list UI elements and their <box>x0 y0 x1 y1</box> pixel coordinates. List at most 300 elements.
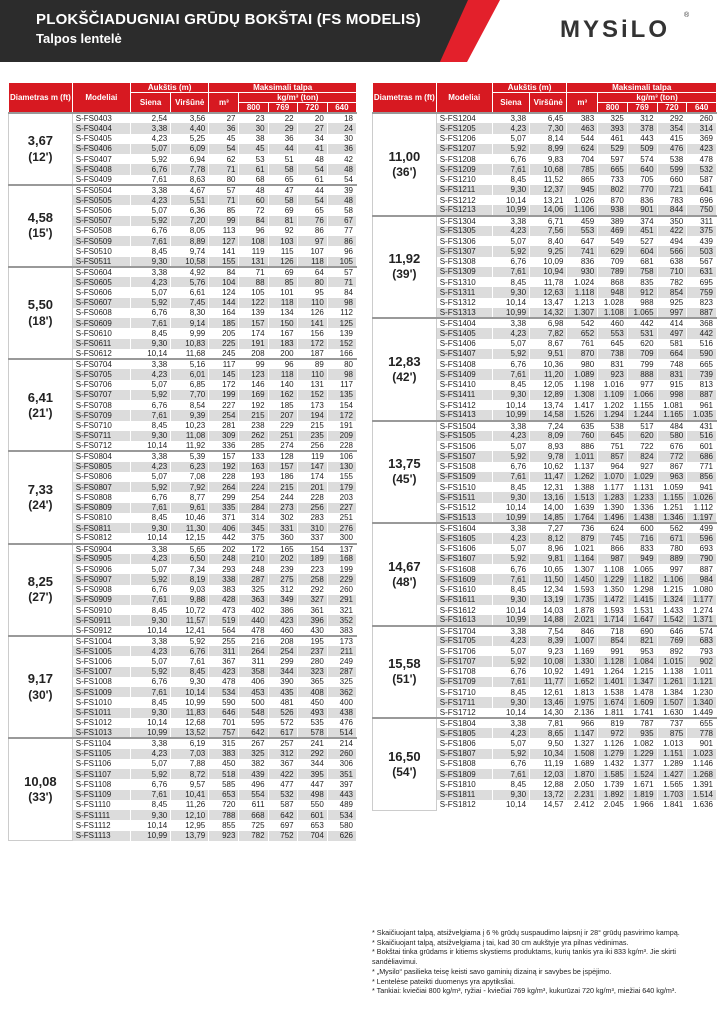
peak-height-cell: 11,83 <box>171 708 209 718</box>
cap-640-cell: 1.146 <box>687 759 717 769</box>
cap-769-cell: 681 <box>627 257 657 267</box>
wall-height-cell: 9,30 <box>492 185 529 195</box>
peak-height-cell: 7,56 <box>530 226 567 236</box>
cap-769-cell: 239 <box>268 564 297 574</box>
wall-height-cell: 9,30 <box>492 595 529 605</box>
wall-height-cell: 10,14 <box>130 533 170 543</box>
cap-720-cell: 1.015 <box>657 656 687 666</box>
volume-m3-cell: 228 <box>209 472 239 482</box>
cap-720-cell: 65 <box>297 205 327 215</box>
cap-769-cell: 69 <box>268 205 297 215</box>
model-cell: S-FS0811 <box>72 523 130 533</box>
peak-height-cell: 14,30 <box>530 708 567 718</box>
volume-m3-cell: 923 <box>209 831 239 841</box>
cap-640-cell: 96 <box>327 246 356 256</box>
wall-height-cell: 4,23 <box>130 195 170 205</box>
table-row <box>9 359 357 369</box>
cap-769-cell: 302 <box>268 513 297 523</box>
cap-640-cell: 514 <box>327 728 356 738</box>
wall-height-cell: 6,76 <box>130 585 170 595</box>
diameter-ft: (24') <box>28 498 53 512</box>
diameter-cell <box>373 523 437 626</box>
model-cell: S-FS0711 <box>72 431 130 441</box>
brand-logo: MYSiLO <box>560 16 671 43</box>
footnote: * Lentelėse pateikti duomenys yra apytiksliai. <box>372 976 516 986</box>
peak-height-cell: 13,19 <box>530 595 567 605</box>
cap-769-cell: 531 <box>627 328 657 338</box>
model-cell: S-FS1210 <box>436 175 492 185</box>
model-cell: S-FS1407 <box>436 349 492 359</box>
cap-769-cell: 1.524 <box>627 769 657 779</box>
peak-height-cell: 7,24 <box>530 421 567 431</box>
cap-800-cell: 264 <box>239 646 268 656</box>
model-cell: S-FS1712 <box>436 708 492 718</box>
volume-m3-cell: 172 <box>209 380 239 390</box>
table-row <box>9 267 357 277</box>
peak-height-cell: 8,77 <box>171 492 209 502</box>
volume-m3-cell: 311 <box>209 646 239 656</box>
cap-720-cell: 581 <box>657 339 687 349</box>
wall-height-cell: 10,14 <box>130 626 170 636</box>
model-cell: S-FS1204 <box>436 113 492 123</box>
wall-height-cell: 7,61 <box>130 175 170 185</box>
volume-m3-cell: 202 <box>209 544 239 554</box>
cap-640-cell: 179 <box>327 482 356 492</box>
model-cell: S-FS1608 <box>436 564 492 574</box>
volume-m3-cell: 2.136 <box>567 708 598 718</box>
cap-720-cell: 710 <box>657 267 687 277</box>
cap-640-cell: 580 <box>327 820 356 830</box>
peak-height-cell: 10,94 <box>530 267 567 277</box>
cap-800-cell: 325 <box>598 113 628 123</box>
cap-769-cell: 273 <box>268 503 297 513</box>
volume-m3-cell: 1.118 <box>567 287 598 297</box>
peak-height-cell: 10,68 <box>530 164 567 174</box>
cap-640-cell: 1.230 <box>687 687 717 697</box>
cap-769-cell: 1.415 <box>627 595 657 605</box>
cap-640-cell: 438 <box>327 708 356 718</box>
model-cell: S-FS1006 <box>72 656 130 666</box>
cap-720-cell: 925 <box>657 298 687 308</box>
cap-800-cell: 72 <box>239 205 268 215</box>
model-cell: S-FS1110 <box>72 800 130 810</box>
wall-height-cell: 5,07 <box>130 472 170 482</box>
peak-height-cell: 8,14 <box>530 134 567 144</box>
volume-m3-cell: 720 <box>209 800 239 810</box>
cap-640-cell: 260 <box>327 749 356 759</box>
volume-m3-cell: 760 <box>567 431 598 441</box>
cap-800-cell: 745 <box>598 533 628 543</box>
cap-640-cell: 423 <box>687 144 717 154</box>
cap-769-cell: 1.609 <box>627 697 657 707</box>
volume-m3-cell: 653 <box>209 790 239 800</box>
cap-800-cell: 123 <box>239 369 268 379</box>
wall-height-cell: 5,92 <box>492 144 529 154</box>
cap-640-cell: 626 <box>327 831 356 841</box>
cap-720-cell: 292 <box>297 585 327 595</box>
volume-m3-cell: 1.508 <box>567 749 598 759</box>
model-cell: S-FS1107 <box>72 769 130 779</box>
table-row <box>9 544 357 554</box>
model-cell: S-FS0808 <box>72 492 130 502</box>
volume-m3-cell: 299 <box>209 492 239 502</box>
wall-height-cell: 3,38 <box>492 523 529 533</box>
cap-769-cell: 1.819 <box>627 790 657 800</box>
diameter-m: 3,67 <box>27 133 54 149</box>
cap-720-cell: 41 <box>297 144 327 154</box>
wall-height-cell: 8,45 <box>130 421 170 431</box>
cap-640-cell: 1.197 <box>687 513 717 523</box>
wall-height-cell: 7,61 <box>492 164 529 174</box>
model-cell: S-FS0809 <box>72 503 130 513</box>
cap-720-cell: 889 <box>657 554 687 564</box>
volume-m3-cell: 1.198 <box>567 380 598 390</box>
cap-769-cell: 47 <box>268 185 297 195</box>
cap-640-cell: 18 <box>327 113 356 123</box>
peak-height-cell: 8,39 <box>530 636 567 646</box>
cap-800-cell: 496 <box>239 779 268 789</box>
model-cell: S-FS1811 <box>436 790 492 800</box>
cap-720-cell: 1.081 <box>657 400 687 410</box>
model-cell: S-FS1108 <box>72 779 130 789</box>
volume-m3-cell: 309 <box>209 431 239 441</box>
cap-720-cell: 354 <box>657 123 687 133</box>
peak-height-cell: 7,08 <box>171 472 209 482</box>
cap-720-cell: 215 <box>297 421 327 431</box>
cap-800-cell: 1.108 <box>598 564 628 574</box>
cap-769-cell: 274 <box>268 441 297 451</box>
cap-720-cell: 54 <box>297 164 327 174</box>
cap-769-cell: 697 <box>268 820 297 830</box>
table-row <box>373 718 717 728</box>
cap-800-cell: 169 <box>239 390 268 400</box>
model-cell: S-FS1307 <box>436 246 492 256</box>
cap-640-cell: 813 <box>687 380 717 390</box>
wall-height-cell: 6,76 <box>130 164 170 174</box>
cap-640-cell: 665 <box>687 359 717 369</box>
model-cell: S-FS1009 <box>72 687 130 697</box>
diameter-m: 5,50 <box>27 297 54 313</box>
cap-769-cell: 642 <box>268 810 297 820</box>
cap-640-cell: 54 <box>327 175 356 185</box>
wall-height-cell: 3,38 <box>492 318 529 328</box>
cap-720-cell: 748 <box>657 359 687 369</box>
peak-height-cell: 12,95 <box>171 820 209 830</box>
wall-height-cell: 5,92 <box>492 554 529 564</box>
peak-height-cell: 7,78 <box>171 164 209 174</box>
cap-720-cell: 237 <box>297 646 327 656</box>
volume-m3-cell: 336 <box>209 441 239 451</box>
wall-height-cell: 9,30 <box>130 523 170 533</box>
cap-720-cell: 147 <box>297 462 327 472</box>
cap-720-cell: 1.324 <box>657 595 687 605</box>
volume-m3-cell: 478 <box>209 677 239 687</box>
density-769-header: 769 <box>627 103 657 114</box>
cap-720-cell: 283 <box>297 513 327 523</box>
peak-height-cell: 11,50 <box>530 574 567 584</box>
footnote: * „Mysilo“ pasilieka teisę keisti savo gaminių dizainą ir savybes be įspėjimo. <box>372 966 612 976</box>
wall-height-cell: 5,92 <box>130 390 170 400</box>
cap-800-cell: 948 <box>598 287 628 297</box>
wall-height-cell: 10,14 <box>130 441 170 451</box>
wall-height-cell: 5,92 <box>492 656 529 666</box>
volume-m3-cell: 741 <box>567 246 598 256</box>
volume-m3-cell: 1.213 <box>567 298 598 308</box>
diameter-m: 11,92 <box>388 251 421 267</box>
footnote: * Bokštai tinka grūdams ir kitiems skystiems produktams, kurių tankis yra iki 833 kg/m³. Jie skirti sandėliavimui. <box>372 947 676 967</box>
cap-720-cell: 86 <box>297 226 327 236</box>
volume-m3-cell: 519 <box>209 615 239 625</box>
cap-640-cell: 58 <box>327 205 356 215</box>
cap-800-cell: 597 <box>598 154 628 164</box>
volume-m3-cell: 423 <box>209 667 239 677</box>
wall-height-cell: 4,23 <box>130 554 170 564</box>
model-cell: S-FS0911 <box>72 615 130 625</box>
model-cell: S-FS1012 <box>72 718 130 728</box>
volume-m3-cell: 534 <box>209 687 239 697</box>
diameter-cell <box>9 636 73 739</box>
volume-m3-cell: 383 <box>567 113 598 123</box>
diameter-cell <box>9 185 73 267</box>
cap-720-cell: 998 <box>657 390 687 400</box>
model-cell: S-FS1011 <box>72 708 130 718</box>
cap-720-cell: 772 <box>657 451 687 461</box>
cap-720-cell: 194 <box>297 410 327 420</box>
peak-height-cell: 11,19 <box>530 759 567 769</box>
volume-m3-cell: 1.593 <box>567 585 598 595</box>
model-cell: S-FS1310 <box>436 277 492 287</box>
peak-height-cell: 7,20 <box>171 216 209 226</box>
peak-height-cell: 10,58 <box>171 257 209 267</box>
peak-height-cell: 4,40 <box>171 123 209 133</box>
cap-800-cell: 460 <box>598 318 628 328</box>
peak-height-cell: 12,63 <box>530 287 567 297</box>
peak-height-cell: 8,96 <box>530 544 567 554</box>
volume-m3-cell: 255 <box>209 636 239 646</box>
cap-769-cell: 451 <box>627 226 657 236</box>
cap-720-cell: 1.427 <box>657 769 687 779</box>
model-cell: S-FS0910 <box>72 605 130 615</box>
model-cell: S-FS1005 <box>72 646 130 656</box>
peak-height-cell: 14,58 <box>530 410 567 420</box>
cap-800-cell: 53 <box>239 154 268 164</box>
cap-800-cell: 224 <box>239 482 268 492</box>
wall-height-cell: 7,61 <box>130 503 170 513</box>
cap-720-cell: 27 <box>297 123 327 133</box>
cap-769-cell: 1.131 <box>627 482 657 492</box>
wall-height-cell: 10,14 <box>492 800 529 810</box>
density-769-header: 769 <box>268 103 297 114</box>
table-row <box>373 626 717 636</box>
wall-height-cell: 5,07 <box>492 738 529 748</box>
diameter-cell <box>373 113 437 216</box>
wall-height-cell: 3,38 <box>130 544 170 554</box>
cap-800-cell: 938 <box>598 205 628 215</box>
cap-720-cell: 535 <box>297 718 327 728</box>
cap-640-cell: 887 <box>687 308 717 318</box>
diameter-cell <box>373 318 437 421</box>
cap-769-cell: 1.065 <box>627 308 657 318</box>
peak-height-cell: 9,99 <box>171 328 209 338</box>
peak-height-cell: 13,52 <box>171 728 209 738</box>
peak-height-cell: 14,85 <box>530 513 567 523</box>
cap-640-cell: 1.391 <box>687 779 717 789</box>
cap-769-cell: 115 <box>268 246 297 256</box>
peak-height-cell: 10,36 <box>530 359 567 369</box>
model-cell: S-FS0704 <box>72 359 130 369</box>
cap-800-cell: 393 <box>598 123 628 133</box>
model-cell: S-FS1806 <box>436 738 492 748</box>
diameter-cell <box>9 738 73 841</box>
peak-height-cell: 7,54 <box>530 626 567 636</box>
cap-640-cell: 1.026 <box>687 492 717 502</box>
peak-height-cell: 9,51 <box>530 349 567 359</box>
wall-height-cell: 7,61 <box>492 677 529 687</box>
model-cell: S-FS1708 <box>436 667 492 677</box>
model-cell: S-FS1308 <box>436 257 492 267</box>
cap-800-cell: 751 <box>598 441 628 451</box>
wall-height-cell: 6,76 <box>492 359 529 369</box>
cap-769-cell: 128 <box>268 451 297 461</box>
peak-height-cell: 7,34 <box>171 564 209 574</box>
cap-640-cell: 476 <box>327 718 356 728</box>
peak-height-cell: 6,45 <box>530 113 567 123</box>
model-cell: S-FS0605 <box>72 277 130 287</box>
volume-m3-cell: 966 <box>567 718 598 728</box>
peak-height-cell: 12,15 <box>171 533 209 543</box>
cap-640-cell: 1.023 <box>687 749 717 759</box>
cap-720-cell: 408 <box>297 687 327 697</box>
peak-height-cell: 9,25 <box>530 246 567 256</box>
cap-800-cell: 389 <box>598 216 628 226</box>
wall-header: Siena <box>492 93 529 114</box>
cap-769-cell: 1.438 <box>627 513 657 523</box>
diameter-ft: (21') <box>28 405 53 420</box>
cap-800-cell: 1.283 <box>598 492 628 502</box>
model-cell: S-FS0708 <box>72 400 130 410</box>
cap-720-cell: 422 <box>657 226 687 236</box>
volume-m3-cell: 199 <box>209 390 239 400</box>
cap-800-cell: 68 <box>239 175 268 185</box>
wall-height-cell: 5,92 <box>492 246 529 256</box>
cap-640-cell: 98 <box>327 369 356 379</box>
model-cell: S-FS1612 <box>436 605 492 615</box>
cap-720-cell: 1.155 <box>657 492 687 502</box>
cap-720-cell: 292 <box>657 113 687 123</box>
cap-769-cell: 770 <box>627 185 657 195</box>
cap-640-cell: 590 <box>687 349 717 359</box>
cap-769-cell: 821 <box>627 636 657 646</box>
volume-m3-cell: 590 <box>209 697 239 707</box>
volume-m3-cell: 383 <box>209 749 239 759</box>
diameter-ft: (27') <box>28 590 53 605</box>
cap-640-cell: 567 <box>687 257 717 267</box>
cap-720-cell: 64 <box>297 267 327 277</box>
cap-769-cell: 386 <box>268 605 297 615</box>
volume-m3-cell: 647 <box>567 236 598 246</box>
cap-640-cell: 793 <box>687 646 717 656</box>
model-cell: S-FS1505 <box>436 431 492 441</box>
cap-720-cell: 223 <box>297 564 327 574</box>
volume-m3-cell: 367 <box>209 656 239 666</box>
cap-720-cell: 396 <box>297 615 327 625</box>
cap-640-cell: 168 <box>327 554 356 564</box>
peak-height-cell: 11,68 <box>171 349 209 359</box>
model-cell: S-FS1104 <box>72 738 130 748</box>
wall-height-cell: 6,76 <box>492 462 529 472</box>
wall-height-cell: 6,76 <box>492 154 529 164</box>
cap-640-cell: 887 <box>687 564 717 574</box>
cap-720-cell: 1.013 <box>657 738 687 748</box>
cap-769-cell: 1.347 <box>627 677 657 687</box>
cap-800-cell: 866 <box>598 544 628 554</box>
model-cell: S-FS1509 <box>436 472 492 482</box>
table-row <box>9 185 357 195</box>
wall-height-cell: 2,54 <box>130 113 170 123</box>
peak-height-cell: 8,54 <box>171 400 209 410</box>
cap-640-cell: 325 <box>327 677 356 687</box>
cap-640-cell: 152 <box>327 339 356 349</box>
cap-720-cell: 1.151 <box>657 749 687 759</box>
cap-720-cell: 494 <box>657 236 687 246</box>
model-cell: S-FS0510 <box>72 246 130 256</box>
cap-720-cell: 484 <box>657 421 687 431</box>
volume-m3-cell: 1.007 <box>567 636 598 646</box>
cap-720-cell: 80 <box>297 277 327 287</box>
peak-height-cell: 12,88 <box>530 779 567 789</box>
peak-height-cell: 9,50 <box>530 738 567 748</box>
density-800-header: 800 <box>239 103 268 114</box>
cap-640-cell: 42 <box>327 154 356 164</box>
volume-m3-cell: 886 <box>567 441 598 451</box>
cap-769-cell: 1.066 <box>627 390 657 400</box>
volume-m3-cell: 1.137 <box>567 462 598 472</box>
cap-640-cell: 778 <box>687 728 717 738</box>
volume-m3-cell: 1.878 <box>567 605 598 615</box>
cap-769-cell: 81 <box>268 216 297 226</box>
cap-800-cell: 987 <box>598 554 628 564</box>
peak-height-cell: 14,00 <box>530 503 567 513</box>
cap-640-cell: 961 <box>687 400 717 410</box>
cap-640-cell: 166 <box>327 349 356 359</box>
cap-769-cell: 435 <box>268 687 297 697</box>
wall-height-cell: 10,14 <box>130 349 170 359</box>
cap-800-cell: 1.390 <box>598 503 628 513</box>
cap-800-cell: 285 <box>239 441 268 451</box>
cap-720-cell: 1.433 <box>657 605 687 615</box>
model-cell: S-FS1304 <box>436 216 492 226</box>
volume-m3-cell: 1.021 <box>567 544 598 554</box>
cap-800-cell: 1.202 <box>598 400 628 410</box>
peak-height-cell: 8,89 <box>171 236 209 246</box>
wall-height-cell: 6,76 <box>130 492 170 502</box>
header-row-1 <box>373 83 717 93</box>
density-640-header: 640 <box>327 103 356 114</box>
cap-640-cell: 30 <box>327 134 356 144</box>
peak-height-cell: 9,30 <box>171 677 209 687</box>
cap-720-cell: 110 <box>297 369 327 379</box>
cap-720-cell: 119 <box>297 451 327 461</box>
model-cell: S-FS1808 <box>436 759 492 769</box>
volume-m3-cell: 1.026 <box>567 195 598 205</box>
wall-height-cell: 3,38 <box>130 451 170 461</box>
model-cell: S-FS1404 <box>436 318 492 328</box>
cap-769-cell: 299 <box>268 656 297 666</box>
cap-800-cell: 554 <box>239 790 268 800</box>
density-header: kg/m³ (ton) <box>239 93 357 103</box>
cap-640-cell: 1.121 <box>687 677 717 687</box>
cap-640-cell: 36 <box>327 144 356 154</box>
